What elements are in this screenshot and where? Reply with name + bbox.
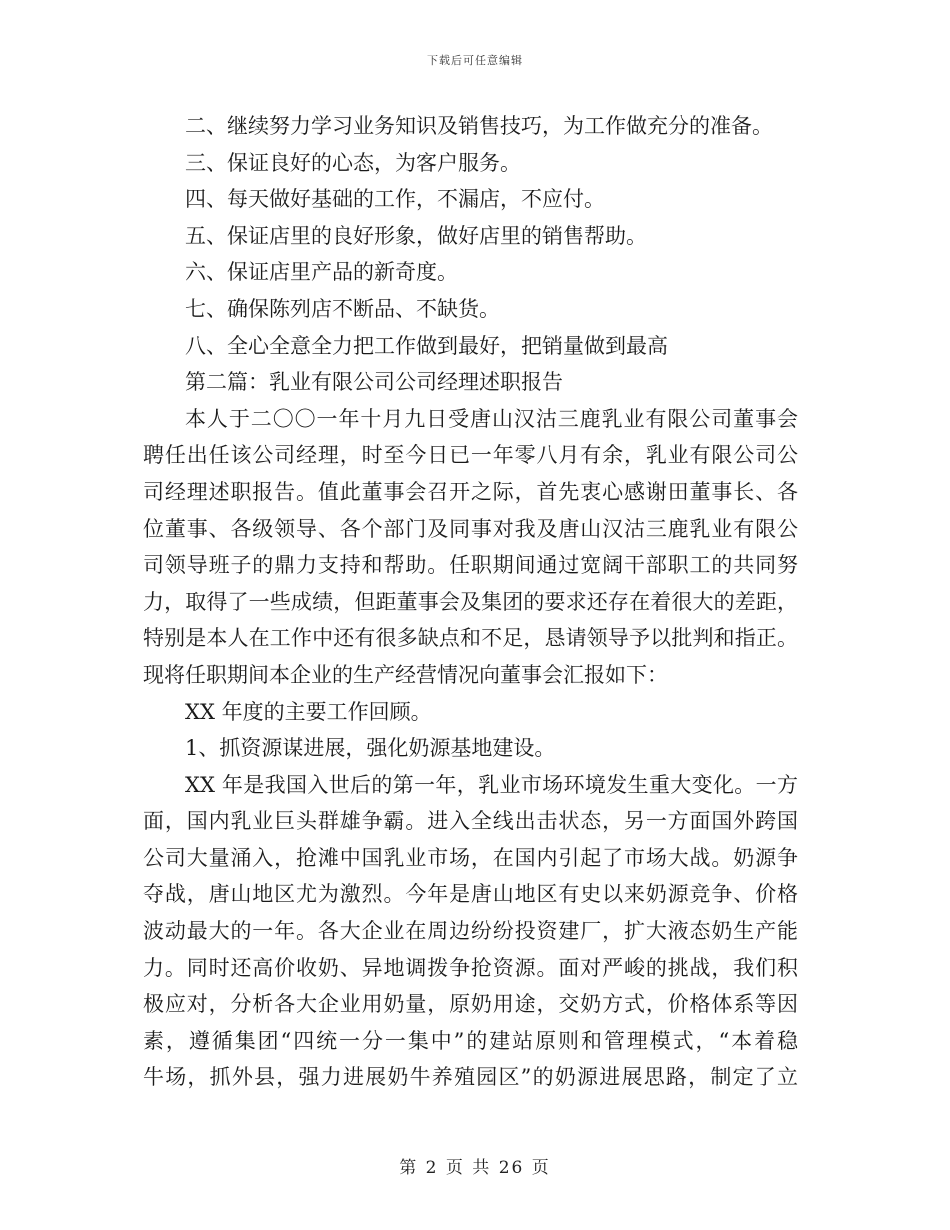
text-line: XX 年是我国入世后的第一年，乳业市场环境发生重大变化。一方 xyxy=(185,772,798,797)
text-line: 八、全心全意全力把工作做到最好，把销量做到最高 xyxy=(185,333,668,358)
text-line: 夺战，唐山地区尤为激烈。今年是唐山地区有史以来奶源竞争、价格 xyxy=(143,882,798,907)
text-line: 聘任出任该公司经理，时至今日已一年零八月有余，乳业有限公司公 xyxy=(143,443,798,468)
text-line: 第二篇：乳业有限公司公司经理述职报告 xyxy=(185,370,563,395)
text-line: 力。同时还高价收奶、异地调拨争抢资源。面对严峻的挑战，我们积 xyxy=(143,955,798,980)
text-line: 1、抓资源谋进展，强化奶源基地建设。 xyxy=(185,736,556,761)
text-line: 力，取得了一些成绩，但距董事会及集团的要求还存在着很大的差距， xyxy=(143,589,798,614)
text-line: 四、每天做好基础的工作，不漏店，不应付。 xyxy=(185,187,605,212)
text-line: 二、继续努力学习业务知识及销售技巧，为工作做充分的准备。 xyxy=(185,114,773,138)
header-note: 下载后可任意编辑 xyxy=(427,54,523,67)
text-line: 本人于二〇〇一年十月九日受唐山汉沽三鹿乳业有限公司董事会 xyxy=(185,406,798,431)
document-body xyxy=(143,108,798,1096)
text-line: 面，国内乳业巨头群雄争霸。进入全线出击状态，另一方面国外跨国 xyxy=(143,809,798,834)
text-line: 现将任职期间本企业的生产经营情况向董事会汇报如下： xyxy=(143,662,668,687)
text-line: 特别是本人在工作中还有很多缺点和不足，恳请领导予以批判和指正。 xyxy=(143,626,798,651)
text-line: 素，遵循集团“四统一分一集中”的建站原则和管理模式，“本着稳 xyxy=(143,1028,798,1053)
text-line: 三、保证良好的心态，为客户服务。 xyxy=(185,150,521,175)
text-line: 六、保证店里产品的新奇度。 xyxy=(185,260,458,285)
text-line: 公司大量涌入，抢滩中国乳业市场，在国内引起了市场大战。奶源争 xyxy=(143,845,798,870)
text-line: 七、确保陈列店不断品、不缺货。 xyxy=(185,296,500,321)
text-line: 司领导班子的鼎力支持和帮助。任职期间通过宽阔干部职工的共同努 xyxy=(143,553,798,578)
text-line: 波动最大的一年。各大企业在周边纷纷投资建厂，扩大液态奶生产能 xyxy=(143,919,798,944)
page-number: 第 2 页 共 26 页 xyxy=(399,1158,551,1178)
text-line: XX 年度的主要工作回顾。 xyxy=(185,699,432,724)
text-line: 五、保证店里的良好形象，做好店里的销售帮助。 xyxy=(185,223,647,248)
text-line: 极应对，分析各大企业用奶量，原奶用途，交奶方式，价格体系等因 xyxy=(143,992,798,1017)
text-line: 司经理述职报告。值此董事会召开之际，首先衷心感谢田董事长、各 xyxy=(143,479,798,504)
text-line: 位董事、各级领导、各个部门及同事对我及唐山汉沽三鹿乳业有限公 xyxy=(143,516,798,541)
text-line: 牛场，抓外县，强力进展奶牛养殖园区”的奶源进展思路，制定了立 xyxy=(143,1065,798,1090)
